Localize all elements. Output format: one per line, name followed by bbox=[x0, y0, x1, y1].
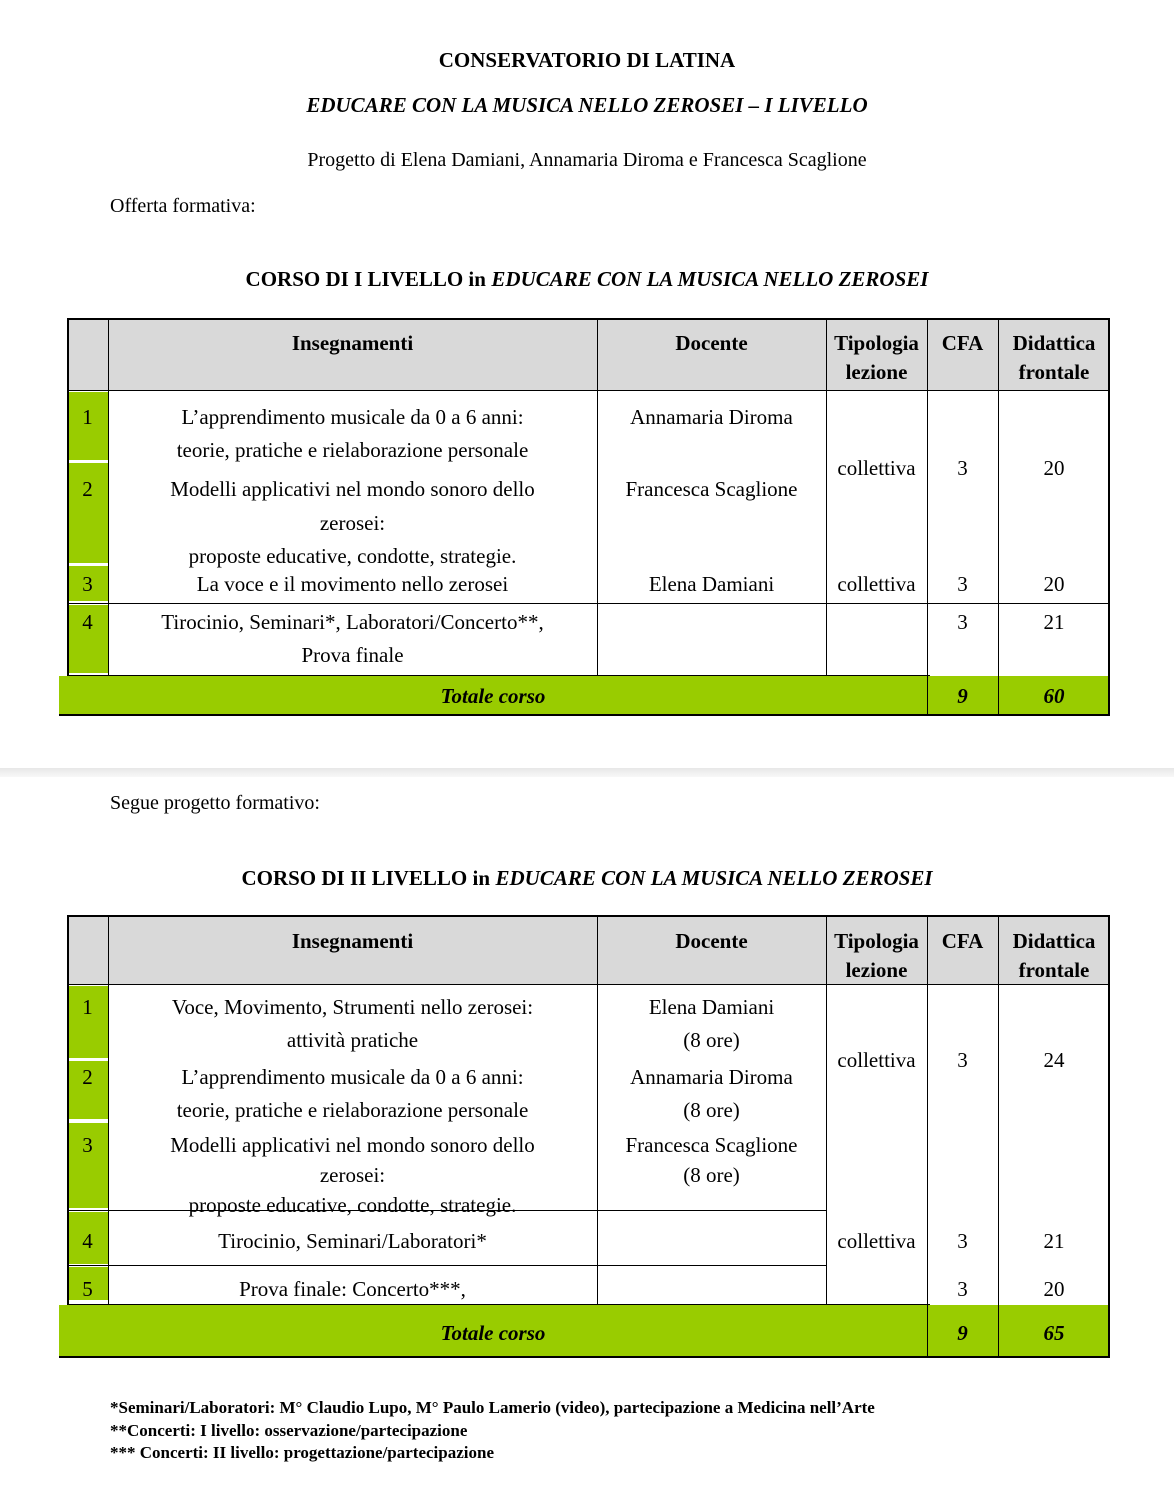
page-break-divider bbox=[0, 768, 1174, 777]
table2-row1-number: 1 bbox=[82, 995, 93, 1019]
table2-row1-docente-line1: Elena Damiani bbox=[648, 995, 775, 1019]
table1-header-docente: Docente bbox=[675, 331, 748, 355]
table2-row4-tipologia: collettiva bbox=[837, 1229, 916, 1253]
table2-row3-insegnamento-line1: Modelli applicativi nel mondo sonoro dello bbox=[170, 1133, 535, 1157]
table2-row3-docente-line2: (8 ore) bbox=[683, 1163, 740, 1187]
table1-divider-tipologia-cfa bbox=[927, 320, 928, 716]
table2-merged-cfa: 3 bbox=[957, 1048, 968, 1072]
table1-merged-tipologia: collettiva bbox=[837, 456, 916, 480]
table2-heading bbox=[0, 865, 1174, 891]
table1-border-bottom bbox=[59, 714, 1110, 716]
table2-row3-insegnamento-line3: proposte educative, condotte, strategie. bbox=[188, 1193, 517, 1217]
table1-row3-number: 3 bbox=[82, 572, 93, 596]
table2-row1-insegnamento-line2: attività pratiche bbox=[286, 1028, 419, 1052]
table1-merged-didattica: 20 bbox=[1043, 456, 1065, 480]
table1-heading bbox=[0, 266, 1174, 292]
table1-header-tipologia-line1: Tipologia bbox=[834, 331, 919, 355]
table2-heading-plain: CORSO DI II LIVELLO in bbox=[241, 866, 491, 890]
table1-row4-didattica: 21 bbox=[1043, 610, 1065, 634]
table2-header-tipologia-line1: Tipologia bbox=[834, 929, 919, 953]
table1-header-bottom-border bbox=[67, 390, 1110, 391]
table2-row4-didattica: 21 bbox=[1043, 1229, 1065, 1253]
table2-row4-row5-border bbox=[67, 1265, 826, 1266]
table2-header-cfa: CFA bbox=[941, 929, 984, 953]
table1-row1-insegnamento-line2: teorie, pratiche e rielaborazione personale bbox=[176, 438, 529, 462]
table2-header-tipologia-line2: lezione bbox=[845, 958, 908, 982]
table1-heading-plain: CORSO DI I LIVELLO in bbox=[245, 267, 486, 291]
table2-border-bottom bbox=[59, 1356, 1110, 1358]
table1-total-didattica: 60 bbox=[1043, 684, 1065, 708]
table2-header-insegnamenti: Insegnamenti bbox=[291, 929, 414, 953]
table1-border-top bbox=[67, 318, 1110, 320]
document-title: CONSERVATORIO DI LATINA bbox=[438, 48, 736, 72]
table1-header-didattica-line1: Didattica bbox=[1012, 331, 1096, 355]
table1-header-didattica-line2: frontale bbox=[1018, 360, 1090, 384]
table1-row2-insegnamento-line1: Modelli applicativi nel mondo sonoro dello bbox=[170, 477, 535, 501]
table1-row2-insegnamento-line3: proposte educative, condotte, strategie. bbox=[188, 544, 517, 568]
table2-row4-cfa: 3 bbox=[957, 1229, 968, 1253]
table2-header-bottom-border bbox=[67, 984, 1110, 985]
table2-row5-number: 5 bbox=[82, 1277, 93, 1301]
table1-total-cfa: 9 bbox=[957, 684, 968, 708]
table2-row5-cfa: 3 bbox=[957, 1277, 968, 1301]
table1-header-insegnamenti: Insegnamenti bbox=[291, 331, 414, 355]
table2-row4-insegnamento: Tirocinio, Seminari/Laboratori* bbox=[218, 1229, 487, 1253]
footnote-concerti-2: *** Concerti: II livello: progettazione/partecipazione bbox=[110, 1443, 494, 1462]
table2-row2-docente-line1: Annamaria Diroma bbox=[630, 1065, 793, 1089]
table1-header-tipologia-line2: lezione bbox=[845, 360, 908, 384]
table1-row4-number: 4 bbox=[82, 610, 93, 634]
footnote-seminari: *Seminari/Laboratori: M° Claudio Lupo, M° Paulo Lamerio (video), partecipazione a Medicina nell’Arte bbox=[110, 1398, 875, 1417]
table1-row2-insegnamento-line2: zerosei: bbox=[319, 511, 386, 535]
offerta-label: Offerta formativa: bbox=[110, 195, 256, 217]
document-subtitle: EDUCARE CON LA MUSICA NELLO ZEROSEI – I LIVELLO bbox=[306, 93, 868, 117]
table2-merged-didattica: 24 bbox=[1043, 1048, 1065, 1072]
table1-header-cfa: CFA bbox=[941, 331, 984, 355]
table2-total-didattica: 65 bbox=[1043, 1321, 1065, 1345]
table2-heading-italic: EDUCARE CON LA MUSICA NELLO ZEROSEI bbox=[495, 866, 933, 890]
table2-row1-docente-line2: (8 ore) bbox=[683, 1028, 740, 1052]
table2-row5-insegnamento: Prova finale: Concerto***, bbox=[239, 1277, 466, 1301]
project-credit: Progetto di Elena Damiani, Annamaria Diroma e Francesca Scaglione bbox=[307, 149, 867, 171]
table1-row2-number: 2 bbox=[82, 477, 93, 501]
table1-row1-number: 1 bbox=[82, 405, 93, 429]
table1-row4-cfa: 3 bbox=[957, 610, 968, 634]
table2-row2-insegnamento-line1: L’apprendimento musicale da 0 a 6 anni: bbox=[181, 1065, 524, 1089]
table2-header-didattica-line2: frontale bbox=[1018, 958, 1090, 982]
table1-total-top-border bbox=[67, 675, 930, 676]
table2-row3-docente-line1: Francesca Scaglione bbox=[625, 1133, 798, 1157]
table1-row3-didattica: 20 bbox=[1043, 572, 1065, 596]
table1-row3-row4-border bbox=[67, 603, 1110, 604]
table1-row3-tipologia: collettiva bbox=[837, 572, 916, 596]
footnote-concerti-1: **Concerti: I livello: osservazione/partecipazione bbox=[110, 1421, 468, 1440]
table2-header-docente: Docente bbox=[675, 929, 748, 953]
table2-row2-insegnamento-line2: teorie, pratiche e rielaborazione personale bbox=[176, 1098, 529, 1122]
table1-row4-insegnamento-line1: Tirocinio, Seminari*, Laboratori/Concerto**, bbox=[161, 610, 544, 634]
table1-merged-cfa: 3 bbox=[957, 456, 968, 480]
table2-merged-tipologia: collettiva bbox=[837, 1048, 916, 1072]
table2-row3-insegnamento-line2: zerosei: bbox=[319, 1163, 386, 1187]
table2-header-didattica-line1: Didattica bbox=[1012, 929, 1096, 953]
table2-border-top bbox=[67, 915, 1110, 917]
table2-total-top-border bbox=[67, 1304, 930, 1305]
table2-row4-number: 4 bbox=[82, 1229, 93, 1253]
table1-row4-insegnamento-line2: Prova finale bbox=[301, 643, 404, 667]
table1-heading-italic: EDUCARE CON LA MUSICA NELLO ZEROSEI bbox=[491, 267, 929, 291]
table2-row2-docente-line2: (8 ore) bbox=[683, 1098, 740, 1122]
table1-row1-docente: Annamaria Diroma bbox=[630, 405, 793, 429]
table1-row3-insegnamento: La voce e il movimento nello zerosei bbox=[196, 572, 509, 596]
table2-row1-insegnamento-line1: Voce, Movimento, Strumenti nello zerosei: bbox=[171, 995, 534, 1019]
table2-row3-number: 3 bbox=[82, 1133, 93, 1157]
table1-row1-insegnamento-line1: L’apprendimento musicale da 0 a 6 anni: bbox=[181, 405, 524, 429]
table2-row5-didattica: 20 bbox=[1043, 1277, 1065, 1301]
table1-total-label: Totale corso bbox=[440, 684, 546, 708]
table1-row2-docente: Francesca Scaglione bbox=[625, 477, 798, 501]
table2-total-cfa: 9 bbox=[957, 1321, 968, 1345]
table1-row3-docente: Elena Damiani bbox=[648, 572, 775, 596]
table1-row3-cfa: 3 bbox=[957, 572, 968, 596]
segue-label: Segue progetto formativo: bbox=[110, 792, 320, 814]
table2-row2-number: 2 bbox=[82, 1065, 93, 1089]
table2-total-label: Totale corso bbox=[440, 1321, 546, 1345]
